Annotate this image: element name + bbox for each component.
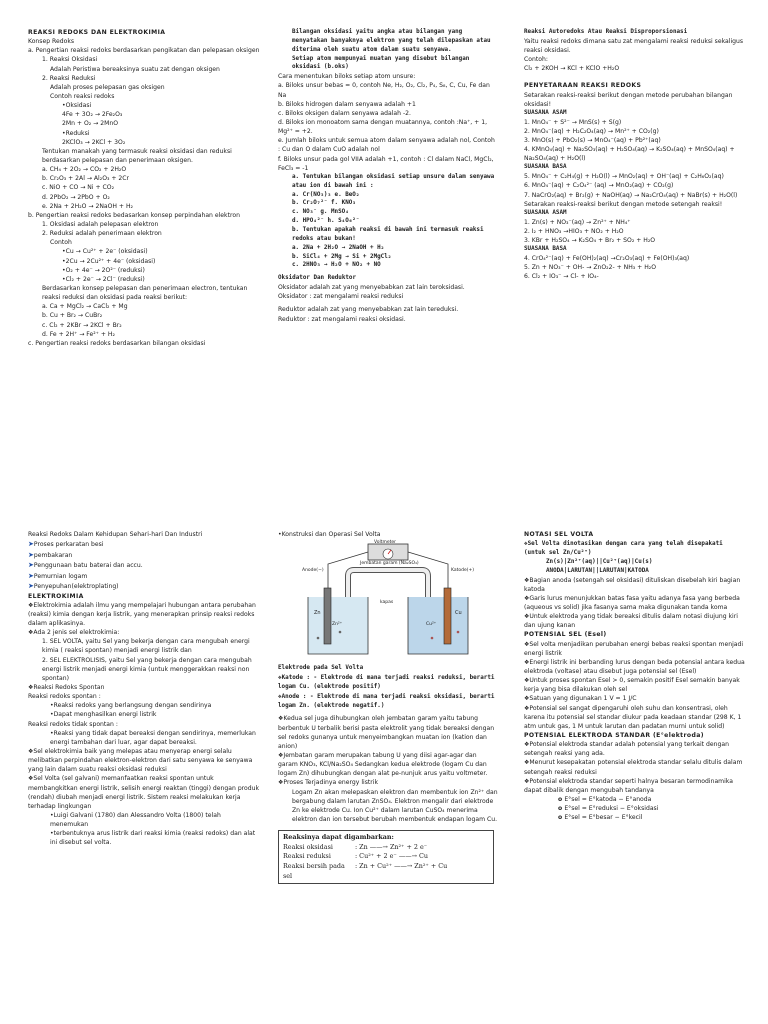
penyetaraan-line: SUASANA BASA	[524, 164, 567, 171]
section-title: • Konstruksi dan Operasi Sel Volta	[278, 530, 498, 539]
redoks-line: 2. Reduksi adalah penerimaan elektron	[42, 230, 162, 238]
biloks-line: Oksidator : zat mengalami reaksi reduksi	[278, 293, 404, 301]
sel-volta-line: ❖ Anode : - Elektrode di mana terjadi reaksi oksidasi, berarti logam Zn. (elektrode negatif.)	[278, 692, 498, 711]
cotton-plug-label: kapas	[380, 600, 394, 606]
redoks-line: Adalah proses pelepasan gas oksigen	[50, 83, 165, 91]
sel-volta-line: ❖ Kedua sel juga dihubungkan oleh jembatan garam yaitu tabung berbentuk U terbalik berisi pasta elektrolit yang tidak bereaksi dengan sel redoks gunanya untuk menyeimbangkan muatan ion (kation dan anion)	[278, 714, 498, 751]
penyetaraan-line: 3. KBr + H₂SO₄ → K₂SO₄ + Br₂ + SO₂ + H₂O	[524, 236, 656, 244]
biloks-line: b. Cr₂O₇²⁻ f. KNO₃	[292, 200, 356, 207]
biloks-line: Reduktor : zat mengalami reaksi oksidasi.	[278, 315, 406, 323]
redoks-line: Contoh	[50, 239, 72, 247]
page-bilangan-oksidasi	[278, 28, 498, 468]
summary-row: Reaksi reduksi : Cu²⁺ + 2 e⁻ ——→ Cu	[283, 852, 428, 861]
penyetaraan-line: Yaitu reaksi redoks dimana satu zat mengalami reaksi reduksi sekaligus reaksi oksidasi.	[524, 37, 744, 54]
copper-ion-label: Cu²⁺	[426, 622, 437, 628]
biloks-line: a. Cr(NO₃)₃ e. BeO₂	[292, 191, 360, 198]
redoks-line: 4Fe + 3O₂ → 2Fe₂O₃	[62, 111, 123, 119]
elektrokimia-line: ELEKTROKIMIA	[28, 592, 84, 600]
penyetaraan-line: Setarakan reaksi-reaksi berikut dengan metode perubahan bilangan oksidasi!	[524, 91, 733, 108]
penyetaraan-line: SUASANA ASAM	[524, 109, 567, 116]
page-redoks-konsep	[28, 28, 260, 468]
notasi-line: ❖ Potensial elektroda standar seperti halnya besaran termodinamika dapat dibalik dengan mengubah tandanya	[524, 777, 746, 795]
notasi-line: ❖ Bagian anoda (setengah sel oksidasi) dituliskan disebelah kiri bagian katoda	[524, 576, 746, 594]
elektrokimia-line: ❖ Elektrokimia adalah ilmu yang mempelajari hubungan antara perubahan (reaksi) kimia dengan kerja listrik, yang menerapkan prinsip reaksi redoks dalam aplikasinya.	[28, 601, 260, 628]
elektrokimia-line: ➤ Proses perkaratan besi	[28, 539, 260, 550]
penyetaraan-line: 2. I₂ + HNO₃ →HIO₃ + NO₂ + H₂O	[524, 227, 624, 235]
penyetaraan-line: 3. MnO(s) + PbO₂(s) → MnO₄⁻(aq) + Pb²⁺(aq)	[524, 136, 661, 144]
voltaic-cell-diagram	[288, 542, 488, 660]
penyetaraan-line: 7. NaCrO₂(aq) + Br₂(g) + NaOH(aq) → Na₂CrO₄(aq) + NaBr(s) + H₂O(l)	[524, 191, 738, 199]
notasi-line: ❖ Untuk elektroda yang tidak bereaksi ditulis dalam notasi diujung kiri dan ujung kanan	[524, 612, 746, 630]
sel-volta-line: Logam Zn akan melepaskan elektron dan membentuk ion Zn²⁺ dan bergabung dalam larutan ZnSO₄. Elektron mengalir dari elektrode Zn ke elektrode Cu. Ion Cu²⁺ dalam larutan CuSO₄ menerima elektron dan ion tersebut berubah membentuk endapan logam Cu.	[292, 788, 498, 823]
elektrokimia-line: Reaksi redoks tidak spontan :	[28, 720, 118, 728]
elektrokimia-line: ❖ Reaksi Redoks Spontan	[28, 683, 260, 692]
penyetaraan-line: PENYETARAAN REAKSI REDOKS	[524, 82, 642, 90]
notasi-line: Zn(s)|Zn²⁺(aq)||Cu²⁺(aq)|Cu(s)	[546, 558, 653, 565]
notasi-line: NOTASI SEL VOLTA	[524, 531, 594, 538]
elektrokimia-line: • Luigi Galvani (1780) dan Alessandro Volta (1800) telah menemukan	[28, 811, 260, 829]
notasi-line: ❖ Menurut kesepakatan potensial elektroda standar selalu ditulis dalam setengah reaksi reduksi	[524, 758, 746, 776]
elektrokimia-line: • Reaksi redoks yang berlangsung dengan sendirinya	[28, 701, 260, 710]
biloks-line: a. 2Na + 2H₂O → 2NaOH + H₂	[292, 244, 385, 251]
penyetaraan-line: 2. MnO₄⁻(aq) + H₂C₂O₄(aq) → Mn²⁺ + CO₂(g)	[524, 127, 659, 135]
biloks-line: b. Tentukan apakah reaksi di bawah ini termasuk reaksi redoks atau bukan!	[292, 227, 484, 242]
biloks-line: d. HPO₄²⁻ h. S₄O₆²⁻	[292, 218, 360, 225]
elektrokimia-line: • terbentuknya arus listrik dari reaksi kimia (reaksi redoks) dan alat ini disebut sel volta.	[28, 829, 260, 847]
elektrokimia-line: ❖ Ada 2 jenis sel elektrokimia:	[28, 628, 260, 637]
penyetaraan-line: Contoh:	[524, 56, 548, 64]
redoks-line: a. CH₄ + 2O₂ → CO₂ + 2H₂O	[42, 166, 127, 174]
penyetaraan-line: 6. MnO₄⁻(aq) + C₂O₄²⁻ (aq) → MnO₂(aq) + CO₂(g)	[524, 182, 674, 190]
biloks-line: Oksidator Dan Reduktor	[278, 275, 357, 282]
biloks-line: a. Biloks unsur bebas = 0, contoh Ne, H₂, O₂, Cl₂, P₄, S₈, C, Cu, Fe dan Na	[278, 82, 490, 99]
notasi-line: ANODA|LARUTAN||LARUTAN|KATODA	[546, 567, 649, 574]
penyetaraan-line: Setarakan reaksi-reaksi berikut dengan metode setengah reaksi!	[524, 200, 723, 208]
penyetaraan-line: 5. MnO₄⁻ + C₂H₄(g) + H₂O(l) → MnO₂(aq) + OH⁻(aq) + C₂H₆O₂(aq)	[524, 173, 724, 181]
penyetaraan-line: 6. Cl₂ + IO₃⁻ → Cl- + IO₄-	[524, 273, 599, 281]
redoks-line: c. NiO + CO → Ni + CO₂	[42, 184, 115, 192]
elektrokimia-line: Reaksi redoks spontan :	[28, 693, 101, 701]
sel-volta-text	[278, 664, 498, 824]
elektrokimia-line: ❖ Sel Volta (sel galvani) memanfaatkan reaksi spontan untuk membangkitkan energi listrik, selisih energi reaktan (tinggi) dengan produk (rendah) diubah menjadi energi listrik. Sistem reaksi melakukan kerja terhadap lingkungan	[28, 774, 260, 811]
elektrokimia-line: • Dapat menghasilkan energi listrik	[28, 710, 260, 719]
redoks-line: b. Cr₂O₃ + 2Al → Al₂O₃ + 2Cr	[42, 175, 130, 183]
redoks-line: 2. Reaksi Reduksi	[42, 74, 96, 82]
penyetaraan-line: SUASANA BASA	[524, 246, 567, 253]
redoks-line: a. Pengertian reaksi redoks berdasarkan pengikatan dan pelepasan oksigen	[28, 47, 260, 55]
page-penyetaraan-redoks	[524, 28, 746, 468]
penyetaraan-line: 1. MnO₄⁻ + S²⁻ → MnS(s) + S(g)	[524, 118, 622, 126]
redoks-line: d. Fe + 2H⁺ → Fe²⁺ + H₂	[42, 330, 115, 338]
biloks-line: b. SiCl₄ + 2Mg → Si + 2MgCl₂	[292, 253, 392, 260]
copper-electrode-label: Cu	[455, 610, 462, 617]
redoks-line: 1. Oksidasi adalah pelepasan elektron	[42, 220, 159, 228]
penyetaraan-line: Cl₂ + 2KOH → KCl + KClO +H₂O	[524, 65, 620, 73]
summary-row: Reaksi bersih pada sel : Zn + Cu²⁺ ——→ Zn²⁺ + Cu	[283, 861, 448, 880]
redoks-line: d. 2PbO₂ → 2PbO + O₂	[42, 193, 110, 201]
penyetaraan-line: SUASANA ASAM	[524, 209, 567, 216]
redoks-line: e. 2Na + 2H₂O → 2NaOH + H₂	[42, 202, 134, 210]
notasi-line: ❖ Potensial elektroda standar adalah potensial yang terkait dengan setengah reaksi yang ada.	[524, 740, 746, 758]
notasi-line: o E°sel = E°besar − E°kecil	[524, 813, 746, 822]
sel-volta-line: ❖ Katode : - Elektrode di mana terjadi reaksi reduksi, berarti logam Cu. (elektrode positif)	[278, 673, 498, 692]
notasi-line: ❖ Satuan yang digunakan 1 V = 1 J/C	[524, 694, 746, 703]
notasi-line: ❖ Garis lurus menunjukkan batas fasa yaitu adanya fasa yang berbeda (aqueous vs solid) jika fasanya sama maka digunakan tanda koma	[524, 594, 746, 612]
notasi-line: POTENSIAL ELEKTRODA STANDAR (E°elektroda)	[524, 731, 704, 739]
penyetaraan-line: 5. Zn + NO₃⁻ + OH- → ZnO₂2- + NH₃ + H₂O	[524, 264, 657, 272]
elektrokimia-line: • Reaksi yang tidak dapat bereaksi dengan sendirinya, memerlukan energi tambahan dari luar, agar dapat bereaksi.	[28, 729, 260, 747]
redoks-line: Berdasarkan konsep pelepasan dan penerimaan electron, tentukan reaksi reduksi dan oksidasi pada reaksi berikut:	[42, 284, 248, 302]
page-notasi-sel-volta	[524, 530, 746, 1010]
biloks-line: e. Jumlah biloks untuk semua atom dalam senyawa adalah nol, Contoh : Cu dan O dalam CuO adalah nol	[278, 137, 495, 154]
biloks-line: b. Biloks hidrogen dalam senyawa adalah +1	[278, 100, 416, 108]
notasi-line: ❖ Potensial sel sangat dipengaruhi oleh suhu dan konsentrasi, oleh karena itu potensial sel standar diukur pada keadaan standar (298 K, 1 atm untuk gas, 1 M untuk larutan dan padatan murni untuk solid)	[524, 704, 746, 731]
redoks-line: Tentukan manakah yang termasuk reaksi oksidasi dan reduksi berdasarkan pelepasan dan penerimaan oksigen.	[42, 147, 232, 164]
zinc-electrode-label: Zn	[314, 610, 321, 617]
redoks-line: Adalah Peristiwa bereaksinya suatu zat dengan oksigen	[50, 65, 220, 73]
elektrokimia-line: ➤ pembakaran	[28, 550, 260, 561]
cathode-label: Katode(+)	[451, 568, 475, 574]
elektrokimia-line: 2. SEL ELEKTROLISIS, yaitu Sel yang bekerja dengan cara mengubah energi listrik menjadi energi kimia (untuk menggerakkan reaksi non spontan)	[42, 656, 252, 682]
elektrokimia-line: Reaksi Redoks Dalam Kehidupan Sehari-hari Dan Industri	[28, 531, 203, 538]
redoks-line: • 2Cu → 2Cu²⁺ + 4e⁻ (oksidasi)	[28, 257, 260, 266]
penyetaraan-line: 1. Zn(s) + NO₃⁻(aq) → Zn²⁺ + NH₄⁺	[524, 218, 631, 226]
page-sel-volta	[278, 530, 498, 1010]
penyetaraan-line: 4. KMnO₄(aq) + Na₂SO₃(aq) + H₂SO₄(aq) → K₂SO₄(aq) + MnSO₄(aq) + Na₂SO₄(aq) + H₂O(l)	[524, 146, 735, 163]
redoks-line: • Reduksi	[28, 129, 260, 138]
biloks-line: c. 2HNO₃ → H₂O + NO₂ + NO	[292, 262, 381, 269]
redoks-line: Konsep Redoks	[28, 38, 75, 46]
biloks-line: a. Tentukan bilangan oksidasi setiap unsure dalam senyawa atau ion di bawah ini :	[292, 173, 495, 189]
page-elektrokimia	[28, 530, 260, 1010]
biloks-line: Oksidator adalah zat yang menyebabkan zat lain teroksidasi.	[278, 284, 465, 292]
notasi-line: o E°sel = E°katoda − E°anoda	[524, 795, 746, 804]
redoks-line: • Cl₂ + 2e⁻ → 2Cl⁻ (reduksi)	[28, 275, 260, 284]
sel-volta-line: ❖ Jembatan garam merupakan tabung U yang diisi agar-agar dan garam KNO₃, KCl/Na₂SO₄ Sedangkan kedua elektrode (logam Cu dan logam Zn) dihubungkan dengan alat pe-nunjuk arus yaitu voltmeter.	[278, 751, 498, 778]
redoks-line: a. Ca + MgCl₂ → CaCl₂ + Mg	[42, 303, 128, 311]
redoks-line: 2Mn + O₂ → 2MnO	[62, 120, 118, 128]
elektrokimia-line: ❖ Sel elektrokimia baik yang melepas atau menyerap energi selalu melibatkan perpindahan elektron-elektron dari satu senyawa ke senyawa yang lain dalam suatu reaksi oksidasi reduksi	[28, 747, 260, 774]
redoks-line: c. Pengertian reaksi redoks berdasarkan bilangan oksidasi	[28, 339, 206, 347]
penyetaraan-line: Reaksi Autoredoks Atau Reaksi Disproporsionasi	[524, 29, 688, 35]
summary-heading: Reaksinya dapat digambarkan:	[283, 833, 394, 842]
notasi-line: POTENSIAL SEL (Esel)	[524, 631, 607, 639]
salt-bridge-label: Jembatan garam (Na₂SO₄)	[360, 561, 419, 567]
redoks-line: • O₂ + 4e⁻ → 2O²⁻ (reduksi)	[28, 266, 260, 275]
summary-row: Reaksi oksidasi : Zn ——→ Zn²⁺ + 2 e⁻	[283, 842, 428, 851]
redoks-line: • Cu → Cu²⁺ + 2e⁻ (oksidasi)	[28, 247, 260, 256]
notasi-line: ❖ Sel Volta dinotasikan dengan cara yang telah disepakati (untuk sel Zn/Cu²⁺)	[524, 539, 746, 558]
notasi-line: o E°sel = E°reduksi − E°oksidasi	[524, 804, 746, 813]
redoks-line: 2KClO₃ → 2KCl + 3O₂	[62, 138, 126, 146]
redoks-line: c. Cl₂ + 2KBr → 2KCl + Br₂	[42, 321, 122, 329]
biloks-line: Bilangan oksidasi yaitu angka atau bilangan yang menyatakan banyaknya elektron yang telah dilepaskan atau diterima oleh suatu atom dalam suatu senyawa.	[292, 29, 491, 53]
elektrokimia-line: ➤ Penggunaan batu baterai dan accu.	[28, 560, 260, 571]
biloks-line: c. Biloks oksigen dalam senyawa adalah -2.	[278, 109, 411, 117]
elektrokimia-line: ➤ Pemurnian logam	[28, 571, 260, 582]
redoks-line: b. Pengertian reaksi redoks bedasarkan konsep perpindahan elektron	[28, 211, 240, 219]
biloks-line: Cara menentukan biloks setiap atom unsure:	[278, 73, 416, 81]
biloks-line: Reduktor adalah zat yang menyebabkan zat lain tereduksi.	[278, 306, 459, 314]
biloks-line: Setiap atom mempunyai muatan yang disebut bilangan oksidasi (b.oks)	[292, 55, 470, 71]
notasi-line: ❖ Untuk proses spontan Esel > 0, semakin positif Esel semakin banyak kerja yang bisa dilakukan oleh sel	[524, 676, 746, 694]
redoks-line: • Oksidasi	[28, 101, 260, 110]
reaction-summary-box	[278, 830, 494, 884]
notasi-line: ❖ Energi listrik ini berbanding lurus dengan beda potensial antara kedua elektroda (voltase) atau disebut juga potensial sel (Esel)	[524, 658, 746, 676]
penyetaraan-line: 4. CrO₄²⁻(aq) + Fe(OH)₂(aq) →Cr₂O₃(aq) + Fe(OH)₃(aq)	[524, 254, 690, 262]
sel-volta-line: Elektrode pada Sel Volta	[278, 665, 364, 672]
biloks-line: f. Biloks unsur pada gol VIIA adalah +1, contoh : Cl dalam NaCl, MgCl₂, FeCl₃ = -1	[278, 155, 494, 172]
elektrokimia-line: 1. SEL VOLTA, yaitu Sel yang bekerja dengan cara mengubah energi kimia ( reaksi spontan) menjadi energi listrik dan	[42, 638, 250, 655]
biloks-line: d. Biloks ion monoatom sama dengan muatannya, contoh :Na⁺, + 1, Mg²⁺ = +2.	[278, 119, 488, 136]
voltmeter-label: Voltmeter	[374, 540, 397, 546]
redoks-line: Contoh reaksi redoks	[50, 92, 115, 100]
redoks-line: b. Cu + Br₂ → CuBr₂	[42, 312, 103, 320]
anode-label: Anode(−)	[302, 568, 324, 574]
sel-volta-line: ❖ Proses Terjadinya energy listrik	[278, 778, 498, 787]
biloks-line: c. NO₃⁻ g. MnSO₄	[292, 209, 349, 216]
zinc-ion-label: Zn²⁺	[332, 622, 343, 628]
redoks-line: 1. Reaksi Oksidasi	[42, 56, 98, 64]
redoks-line: REAKSI REDOKS DAN ELEKTROKIMIA	[28, 29, 166, 36]
notasi-line: ❖ Sel volta menjadikan perubahan energi bebas reaksi spontan menjadi energi listrik	[524, 640, 746, 658]
elektrokimia-line: ➤ Penyepuhan(elektroplating)	[28, 581, 260, 592]
